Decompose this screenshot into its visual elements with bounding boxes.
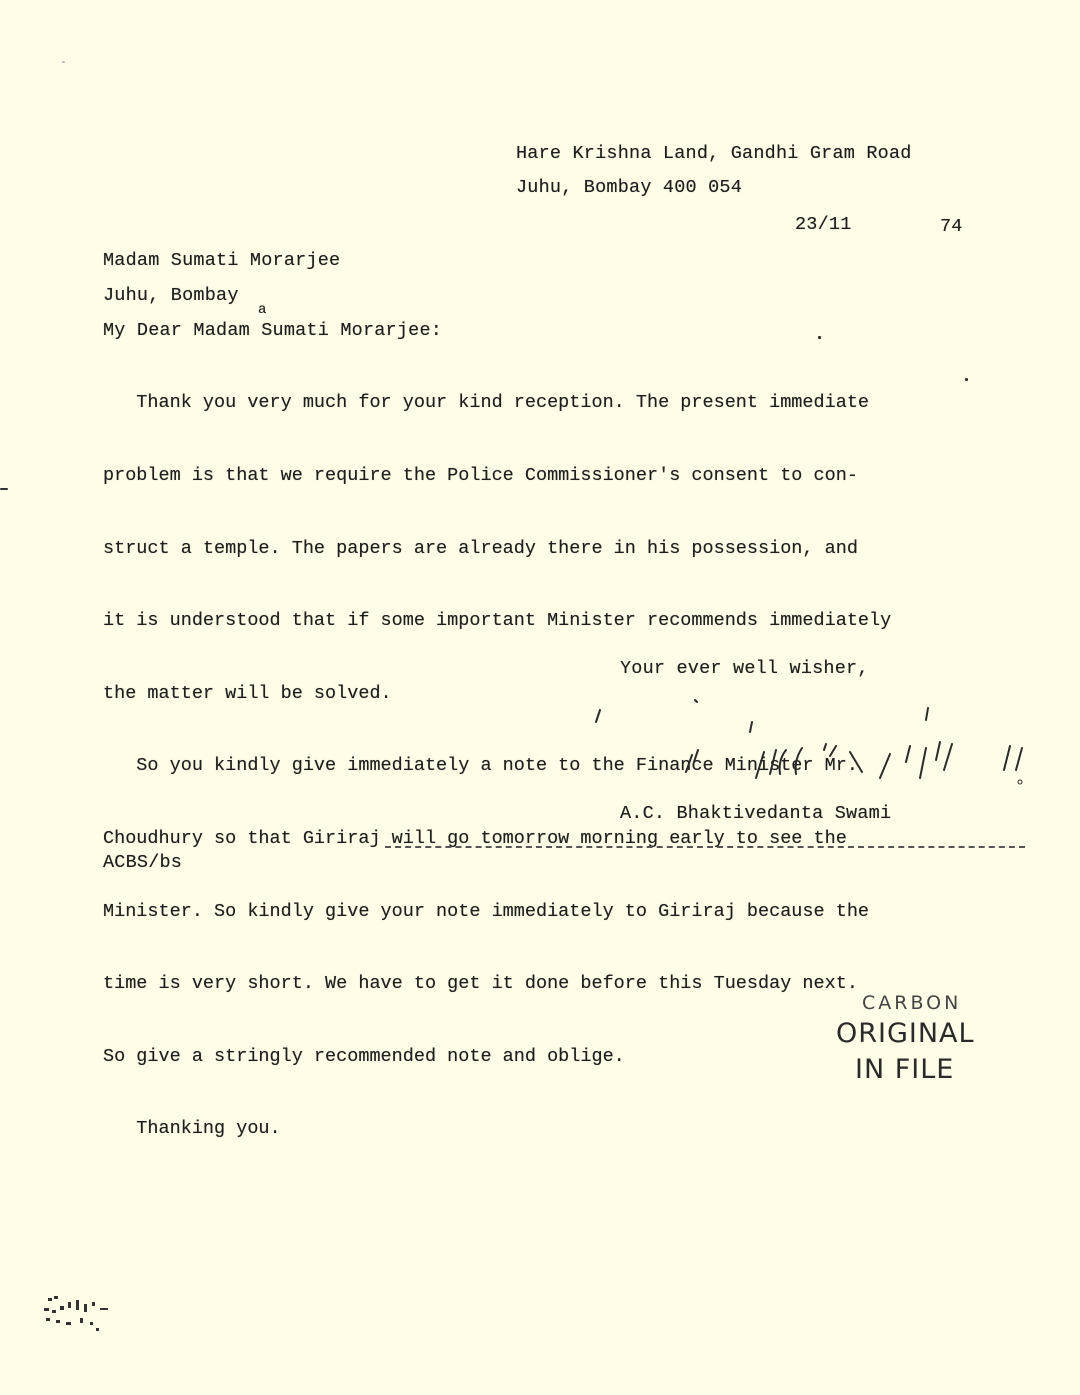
reference-initials: ACBS/bs bbox=[103, 852, 183, 873]
body-line: Minister. So kindly give your note immediately to Giriraj because the bbox=[103, 900, 870, 922]
signature-name: A.C. Bhaktivedanta Swami bbox=[620, 803, 892, 824]
body-line: Choudhury so that Giriraj will go tomorrow morning early to see the bbox=[103, 827, 847, 849]
recipient-name: Madam Sumati Morarjee bbox=[103, 250, 341, 271]
body-line: Thank you very much for your kind reception. The present immediate bbox=[103, 392, 870, 414]
page-number-smudge bbox=[40, 1292, 140, 1342]
margin-mark bbox=[818, 336, 821, 339]
body-line: So give a stringly recommended note and oblige. bbox=[103, 1045, 625, 1067]
margin-mark bbox=[965, 378, 968, 381]
body-line: struct a temple. The papers are already there in his possession, and bbox=[103, 537, 858, 559]
sender-address-line2: Juhu, Bombay 400 054 bbox=[516, 177, 743, 198]
divider-line bbox=[385, 846, 1025, 848]
margin-mark bbox=[62, 61, 65, 63]
margin-mark bbox=[0, 488, 8, 490]
stamp-line-carbon: CARBON bbox=[862, 992, 962, 1014]
salutation: My Dear Madam Sumati Morarjee: bbox=[103, 320, 443, 341]
body-line: problem is that we require the Police Commissioner's consent to con- bbox=[103, 465, 858, 486]
body-line: So you kindly give immediately a note to the Finance Minister Mr. bbox=[103, 755, 858, 777]
signature bbox=[580, 690, 1040, 800]
date-day-month: 23/11 bbox=[795, 214, 852, 235]
closing: Your ever well wisher, bbox=[620, 658, 869, 679]
sender-address-line1: Hare Krishna Land, Gandhi Gram Road bbox=[516, 143, 912, 164]
recipient-address: Juhu, Bombay bbox=[103, 285, 239, 306]
stamp-line-in-file: IN FILE bbox=[855, 1054, 955, 1085]
body-line: Thanking you. bbox=[103, 1118, 281, 1140]
stamp-line-original: ORIGINAL bbox=[836, 1018, 975, 1049]
salutation-insert: a bbox=[258, 302, 267, 318]
date-year: 74 bbox=[940, 216, 963, 237]
body-line: it is understood that if some important Minister recommends immediately bbox=[103, 610, 892, 632]
body-line: time is very short. We have to get it done before this Tuesday next. bbox=[103, 973, 858, 995]
body-line: the matter will be solved. bbox=[103, 682, 392, 704]
